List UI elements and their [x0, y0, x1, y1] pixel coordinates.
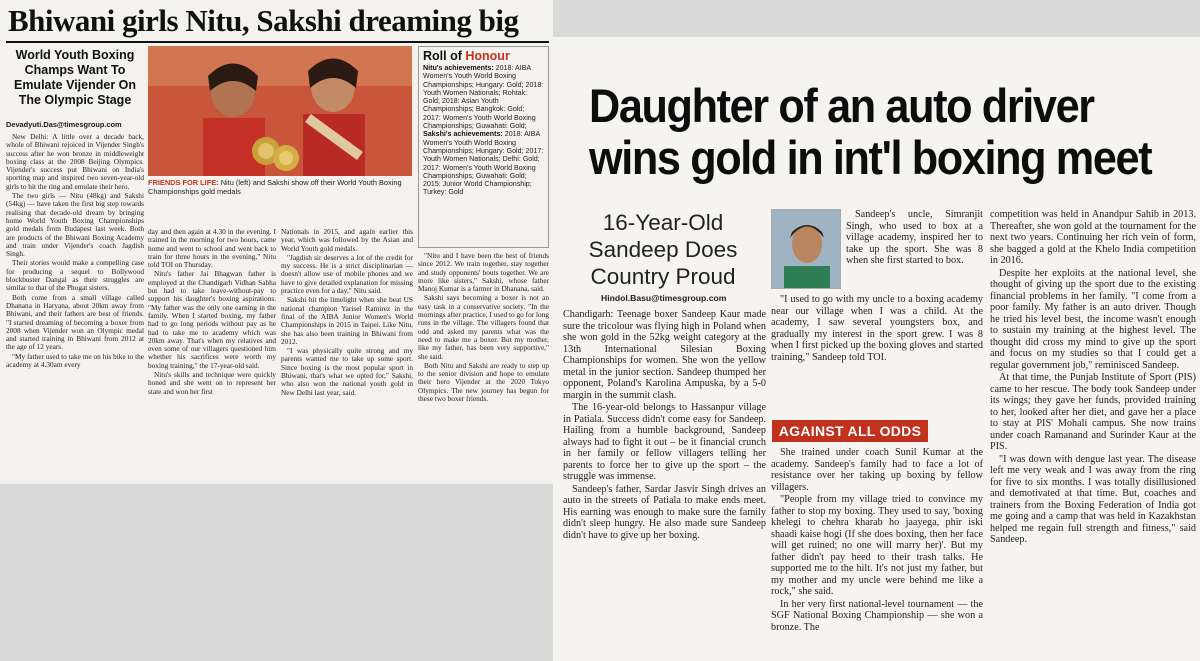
- right-headline-line2: wins gold in int'l boxing meet: [589, 131, 1152, 184]
- paragraph: Sakshi hit the limelight when she beat US national champion Yarisel Ramirez in the final of the AIBA Junior Women's World Championships in 2015 in Taipei. Like Nitu, she has also been training in Bhiwani from 2012.: [281, 295, 413, 346]
- paragraph: "Jagdish sir deserves a lot of the credit for my success. He is a strict disciplinarian — doesn't allow use of mobile phones and we have to give detailed explanation for missing practice even for a day," Nitu said.: [281, 252, 413, 296]
- portrait-illustration: [772, 210, 841, 289]
- paragraph: "People from my village tried to convince my father to stop my boxing. They used to say, 'boxing khelegi to chehra kharab ho jaayega, phir iski shaadi kaise hogi (If she does boxing, then her face will get ruined; no one will marry her)'. But my father didn't pay heed to their trash talks. He supported me to the hilt. It's not just my father, but my mother and my uncle were behind me like a rock," she said.: [771, 494, 983, 597]
- paragraph: Their stories would make a compelling case for producing a sequel to Bollywood blockbuster Dangal as their struggles are similar to that of the Phogat sisters.: [6, 258, 144, 293]
- paragraph: Both come from a small village called Dhanana in Haryana, about 20km away from Bhiwani, and their fathers are best of friends. "I started dreaming of becoming a boxer from 2008 when Vijender won an Olympic medal and started training in Bhiwani from 2012 at the age of 12 years.: [6, 292, 144, 352]
- right-column-3: [990, 209, 1196, 661]
- sakshi-achievements: [423, 130, 544, 196]
- paragraph: Chandigarh: Teenage boxer Sandeep Kaur made sure the tricolour was flying high in Poland when she won gold in the 52kg weight category at the 13th International Silesian Boxing Championships for women. She won the yellow metal in the junior section. Sandeep thumped her opponent, Poland's Karolina Ampuska, by a 5-0 margin in the summit clash.: [563, 309, 766, 401]
- paragraph: Nitu's skills and technique were quickly honed and she went on to represent her state and won her first: [148, 370, 276, 396]
- left-deck: World Youth Boxing Champs Want To Emulate Vijender On The Olympic Stage: [13, 48, 137, 107]
- boxers-photo-illustration: [148, 46, 412, 176]
- against-all-odds-banner: AGAINST ALL ODDS: [772, 420, 928, 442]
- boxers-photo: [148, 46, 412, 176]
- paragraph: Despite her exploits at the national level, she thought of giving up the sport due to the existing financial problems in her family. "I come from a poor family. My father is an auto driver. Though he tried his level best, the income wasn't enough to sustain my training at the highest level. The thought did cross my mind to give up the sport and focus on my studies so that I could get a regular government job," reminisced Sandeep.: [990, 267, 1196, 371]
- nitu-label: Nitu's achievements:: [423, 64, 494, 72]
- right-column-2-top: [846, 209, 983, 293]
- right-column-2-mid: [771, 294, 983, 416]
- paragraph: The 16-year-old belongs to Hassanpur village in Patiala. Success didn't come easy for Sandeep. Hailing from a humble background, Sandeep always had to fight it out – be it financial crunch in her family or fellow villagers telling her parents to force her to give up the sport – the struggle was immense.: [563, 402, 766, 482]
- paragraph: Sakshi says becoming a boxer is not an easy task in a conservative society. "In the mornings after practice, I used to go for long runs in the village. The villagers found that odd and asked my parents what was the need to make me a boxer. But my mother, like my father, has been very supportive," she said.: [418, 293, 549, 361]
- left-column-3: [281, 228, 413, 481]
- sakshi-text: 2018: AIBA Women's Youth World Boxing Championships; Hungary: Gold; 2017: Youth Women Nationals; Delhi: Gold; 2017: Women's Youth World Boxing Championships; Guwahati: Gold; 2015: Junior World Championship; Turkey: Gold: [423, 130, 544, 197]
- paragraph: Nationals in 2015, and again earlier this year, which was followed by the Asian and World Youth gold medals.: [281, 228, 413, 253]
- paragraph: day and then again at 4.30 in the evening. I trained in the morning for two hours, came home and went to school and went back to train for three hours in the evening," Nitu told TOI on Thursday.: [148, 228, 276, 270]
- right-headline: [589, 80, 1150, 184]
- caption-text: Nitu (left) and Sakshi show off their World Youth Boxing Championships gold medals: [148, 178, 402, 196]
- paragraph: Sandeep's uncle, Simranjit Singh, who used to box at a village academy, inspired her to take up the sport. She was 8 when she first started to box.: [846, 209, 983, 266]
- roll-of-honour-box: [418, 46, 549, 248]
- nitu-text: 2018: AIBA Women's Youth World Boxing Championships; Hungary: Gold; 2018: Youth Women Nationals; Rohtak: Gold; 2018: Asian Youth Championships; Bangkok: Gold; 2017: Women's Youth World Boxing Championships; Guwahati: Gold;: [423, 64, 544, 131]
- paragraph: Sandeep's father, Sardar Jasvir Singh drives an auto in the streets of Patiala to make ends meet. His earning was enough to make sure the family didn't sleep hungry. He also made sure Sandeep didn't have to give up her boxing.: [563, 483, 766, 541]
- left-byline: Devadyuti.Das@timesgroup.com: [6, 120, 122, 129]
- caption-lead: FRIENDS FOR LIFE:: [148, 178, 219, 187]
- paragraph: Nitu's father Jai Bhagwan father is employed at the Chandigarh Vidhan Sabha but had to take leave-without-pay to support his daughter's boxing aspirations. "My father was the only one earning in the family. When I started boxing, my father had to go long periods without pay as he had to take me to academy which was 20km away. That's when my relatives and even some of our villagers questioned him whether his sacrifices were worth my boxing training," the 17-year-old said.: [148, 269, 276, 370]
- paragraph: "Nitu and I have been the best of friends since 2012. We train together, stay together and study opponents' bouts together. We are more like sisters," Sakshi, whose father Manoj Kumar is a farmer in Dhanana, said.: [418, 252, 549, 294]
- photo-caption: [148, 178, 412, 196]
- right-headline-line1: Daughter of an auto driver: [589, 79, 1094, 132]
- honour-title-part1: Roll of: [423, 49, 462, 63]
- roll-of-honour-title: [423, 49, 544, 64]
- paragraph: Both Nitu and Sakshi are ready to step up to the senior division and hope to emulate their hero Vijender at the 2020 Tokyo Olympics. The new journey has begun for these two boxer friends.: [418, 360, 549, 404]
- paragraph: She trained under coach Sunil Kumar at the academy. Sandeep's family had to face a lot of resistance over her taking up boxing by fellow villagers.: [771, 447, 983, 493]
- paragraph: New Delhi: A little over a decade back, whole of Bhiwani rejoiced in Vijender Singh's success after he won bronze in middleweight boxing class at the 2008 Beijing Olympics. Vijender's success put Bhiwani on India's sporting map and inspired two seven-year-old girls to hit the ring and emulate their hero.: [6, 133, 144, 191]
- paragraph: competition was held in Anandpur Sahib in 2013. Thereafter, she won gold at the tournament for the next two years. Continuing her rich vein of form, she bagged a gold at the Khelo India competition in 2016.: [990, 209, 1196, 266]
- left-headline: Bhiwani girls Nitu, Sakshi dreaming big: [8, 3, 519, 38]
- paragraph: In her very first national-level tournament — the SGF National Boxing Championship — she won a bronze. The: [771, 598, 983, 633]
- paragraph: "I was physically quite strong and my parents wanted me to take up some sport. Since boxing is the most popular sport in Bhiwani, that's what we opted for," Sakshi, who also won the national youth gold in New Delhi last year, said.: [281, 346, 413, 397]
- nitu-achievements: [423, 64, 544, 130]
- paragraph: At that time, the Punjab Institute of Sport (PIS) came to her rescue. The body took Sandeep under its wings; they gave her funds, provided training to her, looked after her diet, and gave her a place to stay at PIS' Mohali campus. She now trains under coach Ramanand and Surinder Kaur at the PIS.: [990, 372, 1196, 452]
- paragraph: "I used to go with my uncle to a boxing academy near our village when I was a child. At the academy, I saw several youngsters box, and gradually my interest in the sport grew. I was 8 when I first picked up the boxing gloves and started training," Sandeep told TOI.: [771, 294, 983, 363]
- paragraph: "My father used to take me on his bike to the academy at 4.30am every: [6, 351, 144, 370]
- right-news-clipping: [553, 37, 1200, 661]
- left-column-2: [148, 228, 276, 481]
- right-column-1: [563, 309, 766, 661]
- paragraph: "I was down with dengue last year. The disease left me very weak and I was away from the ring for five to six months. I was totally disillusioned and demotivated at that time. But, coaches and trainers from the Boxing Federation of India got me going and a camp that was held in Kazakhstan helped me regain full strength and fitness," said Sandeep.: [990, 453, 1196, 545]
- left-column-4: [418, 252, 549, 481]
- right-byline: Hindol.Basu@timesgroup.com: [601, 293, 727, 303]
- right-column-2-bottom: [771, 447, 983, 661]
- headline-rule: [6, 41, 549, 43]
- paragraph: The two girls — Nitu (48kg) and Sakshi (54kg) — have taken the first big step towards realising that decade-old dream by bringing home World Youth Boxing Championships gold medals from Budapest last week. Both are products of the Bhiwani Boxing Academy and train under Vijender's coach Jagdish Singh.: [6, 191, 144, 259]
- right-deck: 16-Year-Old Sandeep Does Country Proud: [588, 210, 738, 289]
- left-column-1: [6, 133, 144, 481]
- honour-title-part2: Honour: [465, 49, 510, 63]
- sakshi-label: Sakshi's achievements:: [423, 130, 503, 139]
- left-news-clipping: [0, 0, 553, 484]
- sandeep-portrait: [771, 209, 841, 289]
